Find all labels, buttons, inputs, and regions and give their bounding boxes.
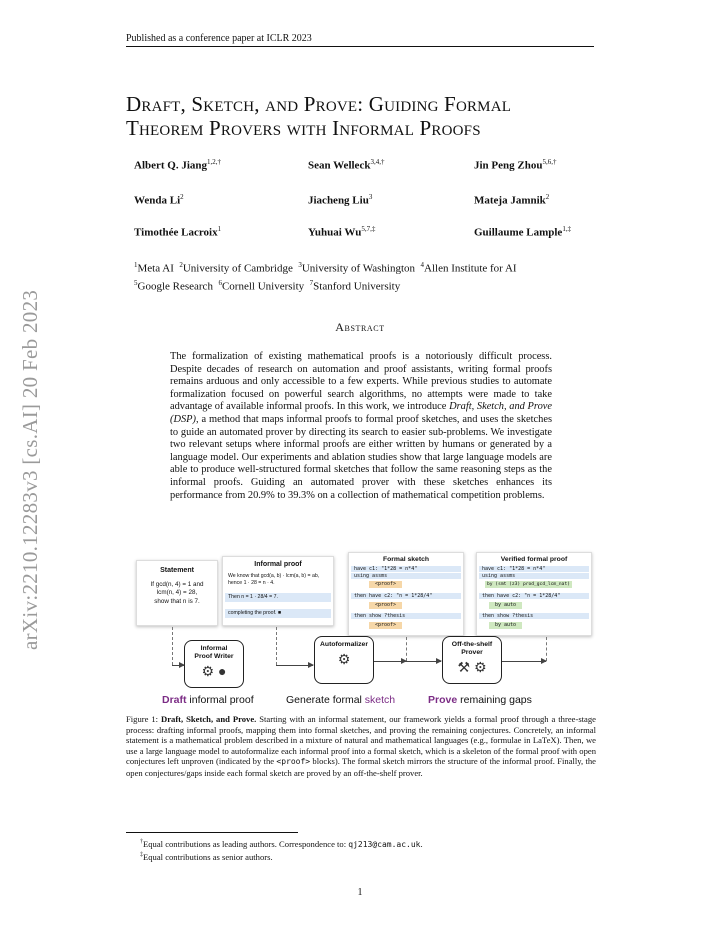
sketch-line: using assms [351,573,461,579]
paper-title [126,92,596,140]
flow-arrow [172,665,184,666]
tools-icon: ⚒ ⚙ [457,659,487,675]
statement-card [136,560,218,626]
header-rule [126,46,594,47]
flow-arrow [374,661,406,662]
affiliation-line-2: $^5$Google Research $^6$Cornell University $^7$Stanford University [134,278,401,293]
connector-line [276,627,277,665]
informal-proof-title: Informal proof [254,561,302,568]
email-link[interactable]: qj213@cam.ac.uk [348,839,421,849]
solved-step: by auto [489,602,522,609]
stage-label-sketch: Generate formal sketch [286,694,396,706]
author-name: Sean Welleck$^{3,4,\dagger}$ [308,158,385,172]
autoformalizer-module: Autoformalizer ⚙ [314,636,374,684]
connector-line [172,627,173,665]
author-name: Jin Peng Zhou$^{5,6,\dagger}$ [474,158,557,172]
author-name: Albert Q. Jiang$^{1,2,\dagger}$ [134,158,222,172]
proof-gap: <proof> [369,581,402,588]
flow-arrow [502,661,546,662]
proof-line: then show ?thesis [479,613,589,619]
formal-sketch-card [348,552,464,636]
informal-proof-step: completing the proof. ■ [225,609,331,618]
verified-proof-card [476,552,592,636]
sketch-line: have c1: "1*28 = n*4" [351,566,461,572]
footnote: ‡Equal contributions as senior authors. [140,851,273,862]
figure-1 [126,548,594,710]
footnote-rule [126,832,298,833]
author-name: Timothée Lacroix$^1$ [134,225,222,239]
footnotes [140,837,580,863]
affiliations [134,258,594,293]
proof-line: have c1: "1*28 = n*4" [479,566,589,572]
formal-sketch-title: Formal sketch [382,556,430,563]
author-name: Wenda Li$^2$ [134,193,184,207]
sketch-line: then show ?thesis [351,613,461,619]
author-name: Yuhuai $Wu^{5,7,\ddagger}$ [308,225,376,239]
proof-line: then have c2: "n = 1*28/4" [479,593,589,599]
informal-proof-step: Then n = 1 · 28/4 = 7. [225,593,331,602]
conference-header: Published as a conference paper at ICLR 2023 [126,33,312,44]
informal-proof-writer-module: Informal Proof Writer ⚙ ● [184,640,244,688]
statement-text: If gcd(n, 4) = 1 and lcm(n, 4) = 28, show that n is 7. [150,581,204,605]
network-icon: ⚙ [337,651,351,667]
prover-module: Off-the-shelf Prover ⚒ ⚙ [442,636,502,684]
solved-step: by auto [489,622,522,629]
author-name: Mateja Jamnik$^2$ [474,193,550,207]
sketch-line: then have c2: "n = 1*28/4" [351,593,461,599]
flow-arrow [406,661,441,662]
verified-proof-title: Verified formal proof [500,556,568,563]
author-row [134,158,594,174]
arxiv-stamp: arXiv:2210.12283v3 [cs.AI] 20 Feb 2023 [18,289,42,650]
statement-title: Statement [160,567,194,574]
author-name: Jiacheng Liu$^3$ [308,193,373,207]
abstract-heading: Abstract [335,320,385,334]
method-name: Draft, Sketch, and Prove (DSP) [170,401,552,425]
informal-proof-step: We know that gcd(a, b) · lcm(a, b) = ab, hence 1 · 28 = n · 4. [228,573,320,586]
affiliation-line-1: $^1$Meta AI $^2$University of Cambridge $^3$University of Washington $^4$Allen Institute for AI [134,261,517,275]
proof-gap: <proof> [369,622,402,629]
solved-step: by (smt (z3) prod_gcd_lcm_nat) [487,582,570,587]
figure-caption: Figure 1: Draft, Sketch, and Prove. Starting with an informal statement, our framework yields a formal proof through a three-stage process: drafting informal proofs, mapping them into formal sketches, and proving the remaining conjectures. Concretely, an informal statement is a mathematical problem described in a mixture of natural and mathematical languages (e.g., formulae in LaTeX). Then, we use a large language model to autoformalize each informal proof into a formal sketch, which is a skeleton of the formal proof with open conjectures left unproven (indicated by the <proof> blocks). The formal sketch mirrors the structure of the informal proof. Finally, the open conjectures/gaps inside each formal sketch are proved by an off-the-shelf prover. [126,714,596,778]
title-line-1: Draft, Sketch, and Prove: Guiding Formal [126,92,512,116]
author-row [134,225,594,241]
informal-proof-card [222,556,334,626]
page-number: 1 [357,887,363,898]
abstract-body: The formalization of existing mathematical proofs is a notoriously difficult process. Despite decades of research on automation and proof assistants, writing formal proofs remains arduous and only accessible to a few experts. While previous studies to automate formalization focused on powerful search algorithms, no attempts were made to take advantage of available informal proofs. In this work, we introduce Draft, Sketch, and Prove (DSP), a method that maps informal proofs to formal proof sketches, and uses the sketches to guide an automated prover by directing its search to easier sub-problems. We investigate two relevant setups where informal proofs are either written by humans or generated by a language model. Our experiments and ablation studies show that large language models are able to produce well-structured formal sketches that follow the same reasoning steps as the informal proofs. Guiding an automated prover with these sketches enhances its performance from 20.9% to 39.3% on a collection of mathematical competition problems. [170,351,552,501]
brain-icon: ⚙ ● [201,663,227,679]
proof-line: using assms [479,573,589,579]
footnote: †Equal contributions as leading authors. Correspondence to: qj213@cam.ac.uk. [140,838,423,849]
flow-arrow [276,665,313,666]
stage-label-draft: Draft informal proof [162,694,254,706]
stage-label-prove: Prove remaining gaps [428,694,532,706]
author-row [134,193,594,209]
title-line-2: Theorem Provers with Informal Proofs [126,116,481,140]
author-name: Guillaume Lample$^{1,\ddagger}$ [474,225,572,239]
proof-gap: <proof> [369,602,402,609]
